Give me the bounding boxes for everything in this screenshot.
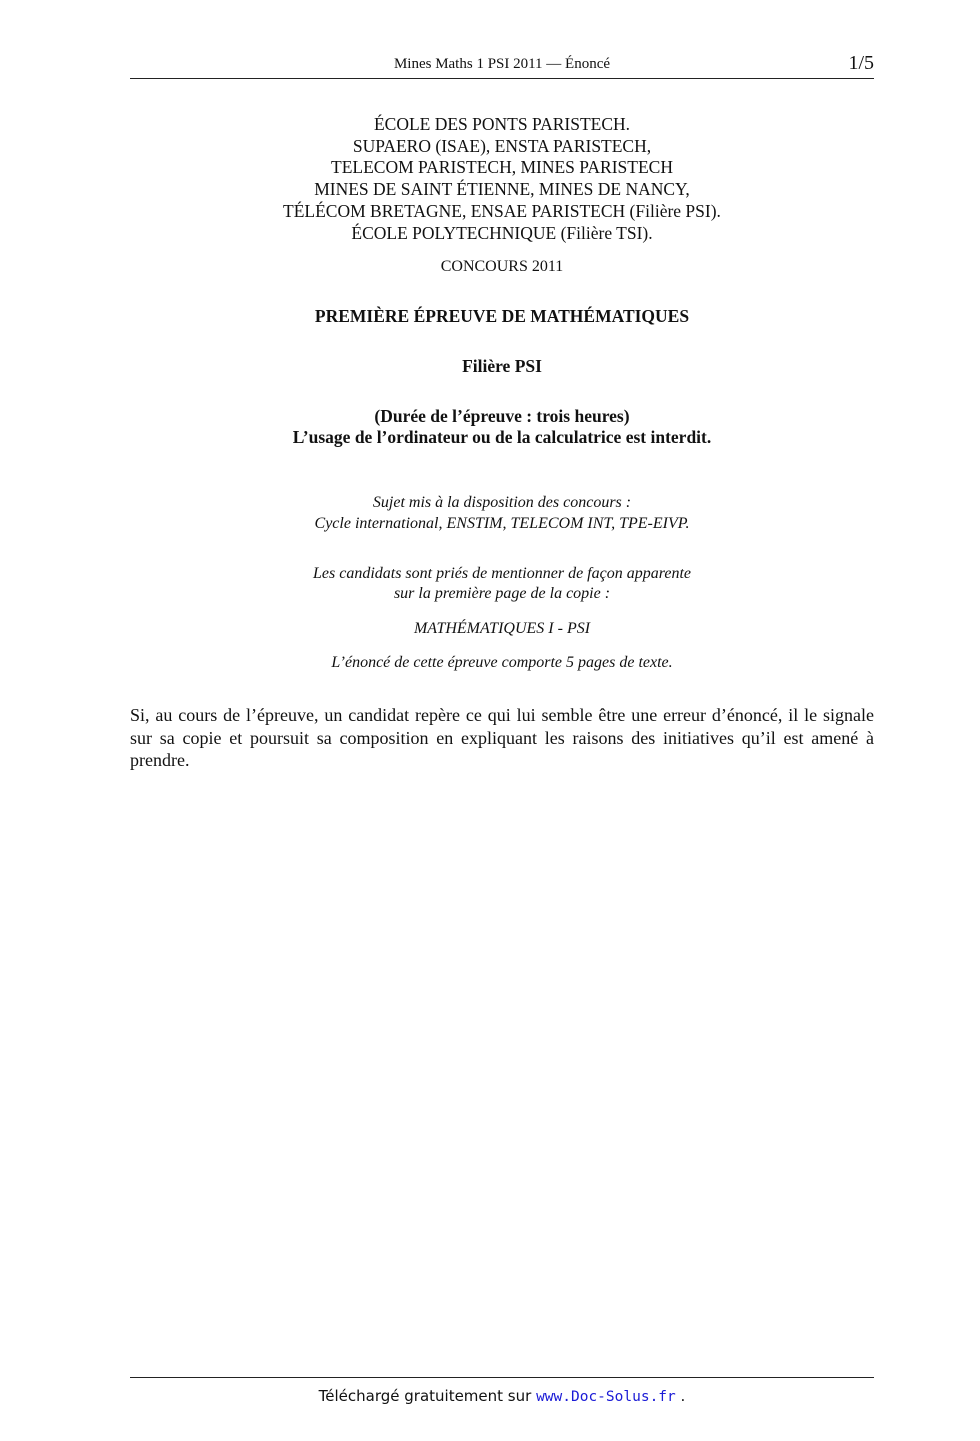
- school-line: TELECOM PARISTECH, MINES PARISTECH: [331, 157, 673, 178]
- filiere: Filière PSI: [462, 356, 542, 376]
- duration-line: (Durée de l’épreuve : trois heures): [374, 406, 630, 426]
- footer-text: [130, 1387, 874, 1405]
- subject-availability: [130, 492, 874, 534]
- candidates-instruction: [130, 564, 874, 604]
- subject-line: Cycle international, ENSTIM, TELECOM INT, TPE-EIVP.: [314, 515, 690, 532]
- school-line: ÉCOLE DES PONTS PARISTECH.: [373, 114, 631, 134]
- header-title: Mines Maths 1 PSI 2011 — Énoncé: [393, 56, 611, 72]
- copy-heading: MATHÉMATIQUES I - PSI: [413, 620, 591, 637]
- school-line: MINES DE SAINT ÉTIENNE, MINES DE NANCY,: [314, 179, 690, 200]
- error-notice-paragraph: Si, au cours de l’épreuve, un candidat repère ce qui lui semble être une erreur d’énoncé, il le signale sur sa copie et poursuit sa composition en expliquant les raisons des initiatives qu’il est amené à prendre.: [130, 705, 874, 770]
- school-line: SUPAERO (ISAE), ENSTA PARISTECH,: [352, 135, 652, 156]
- page-header: [130, 52, 874, 79]
- footer-link[interactable]: www.Doc-Solus.fr: [536, 1389, 676, 1405]
- instruction-line: Les candidats sont priés de mentionner de façon apparente: [312, 565, 692, 582]
- schools-list: [130, 114, 874, 244]
- page-footer: [130, 1377, 874, 1405]
- subject-line: Sujet mis à la disposition des concours :: [372, 494, 632, 511]
- concours-year: CONCOURS 2011: [440, 258, 564, 275]
- footer-suffix: .: [680, 1387, 686, 1405]
- exam-title: PREMIÈRE ÉPREUVE DE MATHÉMATIQUES: [314, 306, 690, 326]
- page-number: 1/5: [848, 52, 874, 74]
- calculator-rule: L’usage de l’ordinateur ou de la calculatrice est interdit.: [292, 427, 712, 447]
- school-line: TÉLÉCOM BRETAGNE, ENSAE PARISTECH (Filière PSI).: [283, 200, 721, 221]
- footer-prefix: Téléchargé gratuitement sur: [318, 1387, 532, 1405]
- duration-block: [130, 406, 874, 448]
- instruction-line: sur la première page de la copie :: [393, 585, 611, 602]
- page-count-note: L’énoncé de cette épreuve comporte 5 pages de texte.: [331, 654, 673, 671]
- document-page: [130, 0, 874, 1441]
- school-line: ÉCOLE POLYTECHNIQUE (Filière TSI).: [351, 222, 653, 243]
